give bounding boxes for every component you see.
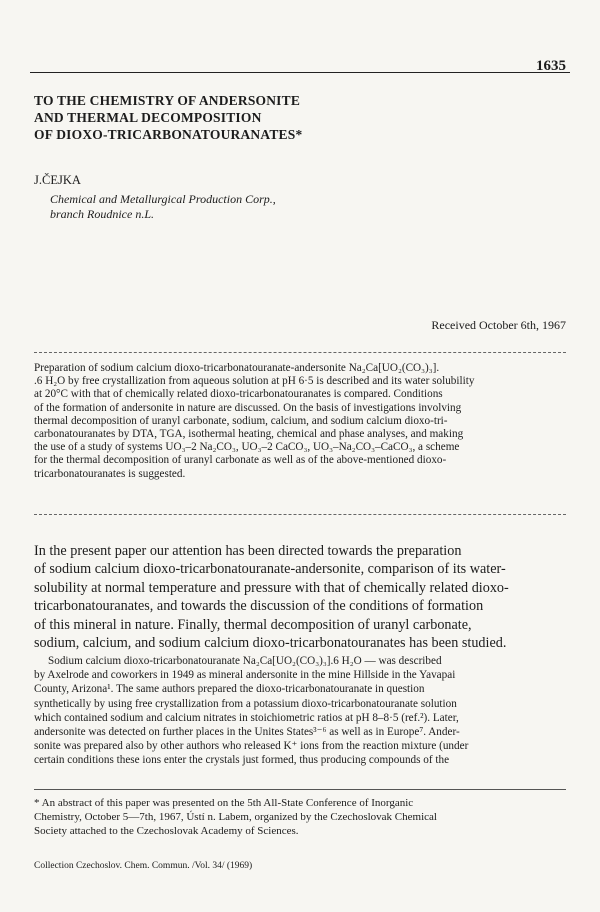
footnote-line: Society attached to the Czechoslovak Academy of Sciences.: [34, 825, 299, 837]
abstract-line: thermal decomposition of uranyl carbonate, sodium, calcium, and sodium calcium dioxo-tri-: [34, 414, 448, 427]
abstract-line: tricarbonatouranates is suggested.: [34, 467, 186, 480]
abstract: [34, 362, 566, 481]
affiliation-line: branch Roudnice n.L.: [50, 207, 154, 221]
abstract-line: Preparation of sodium calcium dioxo-tricarbonatouranate-andersonite Na₂Ca[UO₂(CO₃)₃].: [34, 362, 440, 374]
footnote-line: Chemistry, October 5—7th, 1967, Ústí n. Labem, organized by the Czechoslovak Chemical: [34, 811, 437, 823]
body-line: sonite was prepared also by other authors who released K⁺ ions from the reaction mixture (under: [34, 740, 469, 753]
footnote-line: * An abstract of this paper was presented on the 5th All-State Conference of Inorganic: [34, 797, 414, 809]
footnote: [34, 796, 566, 838]
abstract-line: .6 H₂O by free crystallization from aqueous solution at pH 6·5 is described and its water solubility: [34, 375, 475, 388]
body-paragraph: [34, 654, 566, 768]
lead-paragraph: [34, 542, 566, 652]
body-line: Sodium calcium dioxo-tricarbonatouranate Na₂Ca[UO₂(CO₃)₃].6 H₂O — was described: [48, 655, 442, 667]
header-rule: [30, 72, 570, 73]
title-line: TO THE CHEMISTRY OF ANDERSONITE: [34, 93, 301, 108]
received-date: Received October 6th, 1967: [431, 318, 566, 332]
body-line: andersonite was detected on further places in the Unites States³⁻⁶ as well as in Europe⁷. Ander-: [34, 726, 460, 739]
body-line: which contained sodium and calcium nitrates in stoichiometric ratios at pH 8–8·5 (ref.²). Later,: [34, 711, 459, 724]
body-line: by Axelrode and coworkers in 1949 as mineral andersonite in the mine Hillside in the Yavapai: [34, 669, 456, 682]
abstract-top-rule: [34, 352, 566, 353]
author-name: J.ČEJKA: [34, 173, 81, 187]
abstract-line: of the formation of andersonite in nature are discussed. On the basis of investigations involving: [34, 401, 462, 414]
footnote-rule: [34, 789, 566, 790]
lead-line: tricarbonatouranates, and towards the discussion of the conditions of formation: [34, 598, 484, 615]
abstract-bottom-rule: [34, 514, 566, 515]
lead-line: of sodium calcium dioxo-tricarbonatouranate-andersonite, comparison of its water-: [34, 561, 506, 578]
body-line: County, Arizona¹. The same authors prepared the dioxo-tricarbonatouranate in question: [34, 683, 425, 696]
title-line: AND THERMAL DECOMPOSITION: [34, 110, 262, 125]
body-line: synthetically by using free crystallization from a potassium dioxo-tricarbonatouranate solution: [34, 697, 457, 710]
page-number: 1635: [536, 58, 566, 74]
body-line: certain conditions these ions enter the crystals just formed, thus producing compounds of the: [34, 754, 450, 767]
title-line: OF DIOXO-TRICARBONATOURANATES*: [34, 127, 303, 142]
lead-line: In the present paper our attention has been directed towards the preparation: [34, 543, 462, 559]
abstract-line: the use of a study of systems UO₃–2 Na₂CO₃, UO₃–2 CaCO₃, UO₃–Na₂CO₃–CaCO₃, a scheme: [34, 441, 460, 454]
affiliation-line: Chemical and Metallurgical Production Corp.,: [50, 192, 276, 206]
abstract-line: at 20°C with that of chemically related dioxo-tricarbonatouranates is compared. Conditions: [34, 388, 443, 401]
lead-line: solubility at normal temperature and pressure with that of chemically related dioxo-: [34, 579, 509, 596]
abstract-line: carbonatouranates by DTA, TGA, isothermal heating, chemical and phase analyses, and making: [34, 428, 464, 441]
journal-footer: Collection Czechoslov. Chem. Commun. /Vol. 34/ (1969): [34, 861, 253, 871]
lead-line: of this mineral in nature. Finally, thermal decomposition of uranyl carbonate,: [34, 616, 472, 633]
article-title: [34, 92, 434, 143]
abstract-line: for the thermal decomposition of uranyl carbonate as well as of the above-mentioned dioxo-: [34, 454, 447, 467]
lead-line: sodium, calcium, and sodium calcium dioxo-tricarbonatouranates has been studied.: [34, 635, 507, 652]
affiliation: [50, 192, 276, 222]
